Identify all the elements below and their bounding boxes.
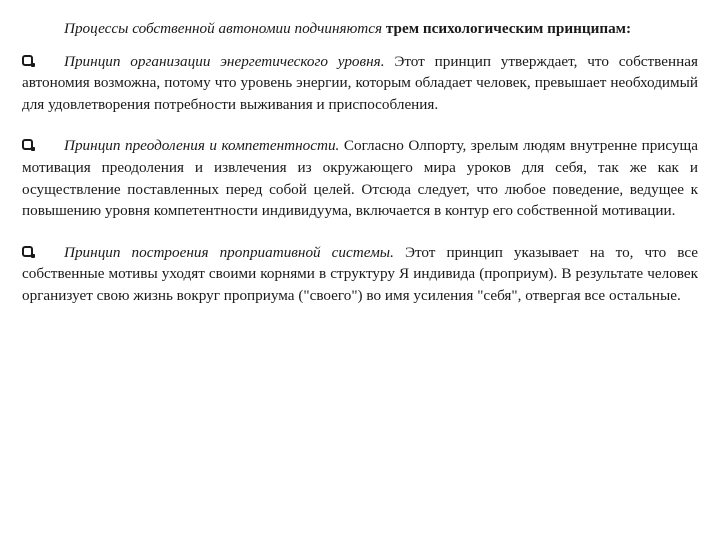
principle-term: Принцип организации энергетического уровня. [64,52,385,70]
square-bullet-icon [22,246,33,257]
square-bullet-icon [22,139,33,150]
square-bullet-icon [22,55,33,66]
intro-bold: трем психологическим принципам: [385,20,632,37]
intro-paragraph [22,18,698,40]
principle-energy-level [22,51,698,116]
principle-text: Согласно Олпорту, зрелым людям внутренне присуща мотивация преодоления и извлечения из окружающего мира уроков для себя, так же как и осуществление поставленных перед собой целей. Отсюда следует, что любое поведение, ведущее к повышению уровня компетентности индивидуума, включается в контур его собственной мотивации. [22,137,698,220]
principle-text: Этот принцип утверждает, что собственная автономия возможна, потому что уровень энергии, которым обладает человек, превышает необходимый для удовлетворения потребности выживания и приспособления. [22,52,698,113]
principle-text: Этот принцип указывает на то, что все собственные мотивы уходят своими корнями в структуру Я индивида (проприум). В результате человек организует свою жизнь вокруг проприума ("своего") во имя усиления "себя", отвергая все остальные. [22,243,699,304]
intro-lead: Процессы собственной автономии подчиняются [64,20,383,37]
document-page [22,18,698,327]
principle-term: Принцип преодоления и компетентности. [64,137,340,155]
principle-competence [22,135,698,221]
principle-proprium-system [22,242,698,307]
principle-term: Принцип построения проприативной системы. [64,243,394,261]
